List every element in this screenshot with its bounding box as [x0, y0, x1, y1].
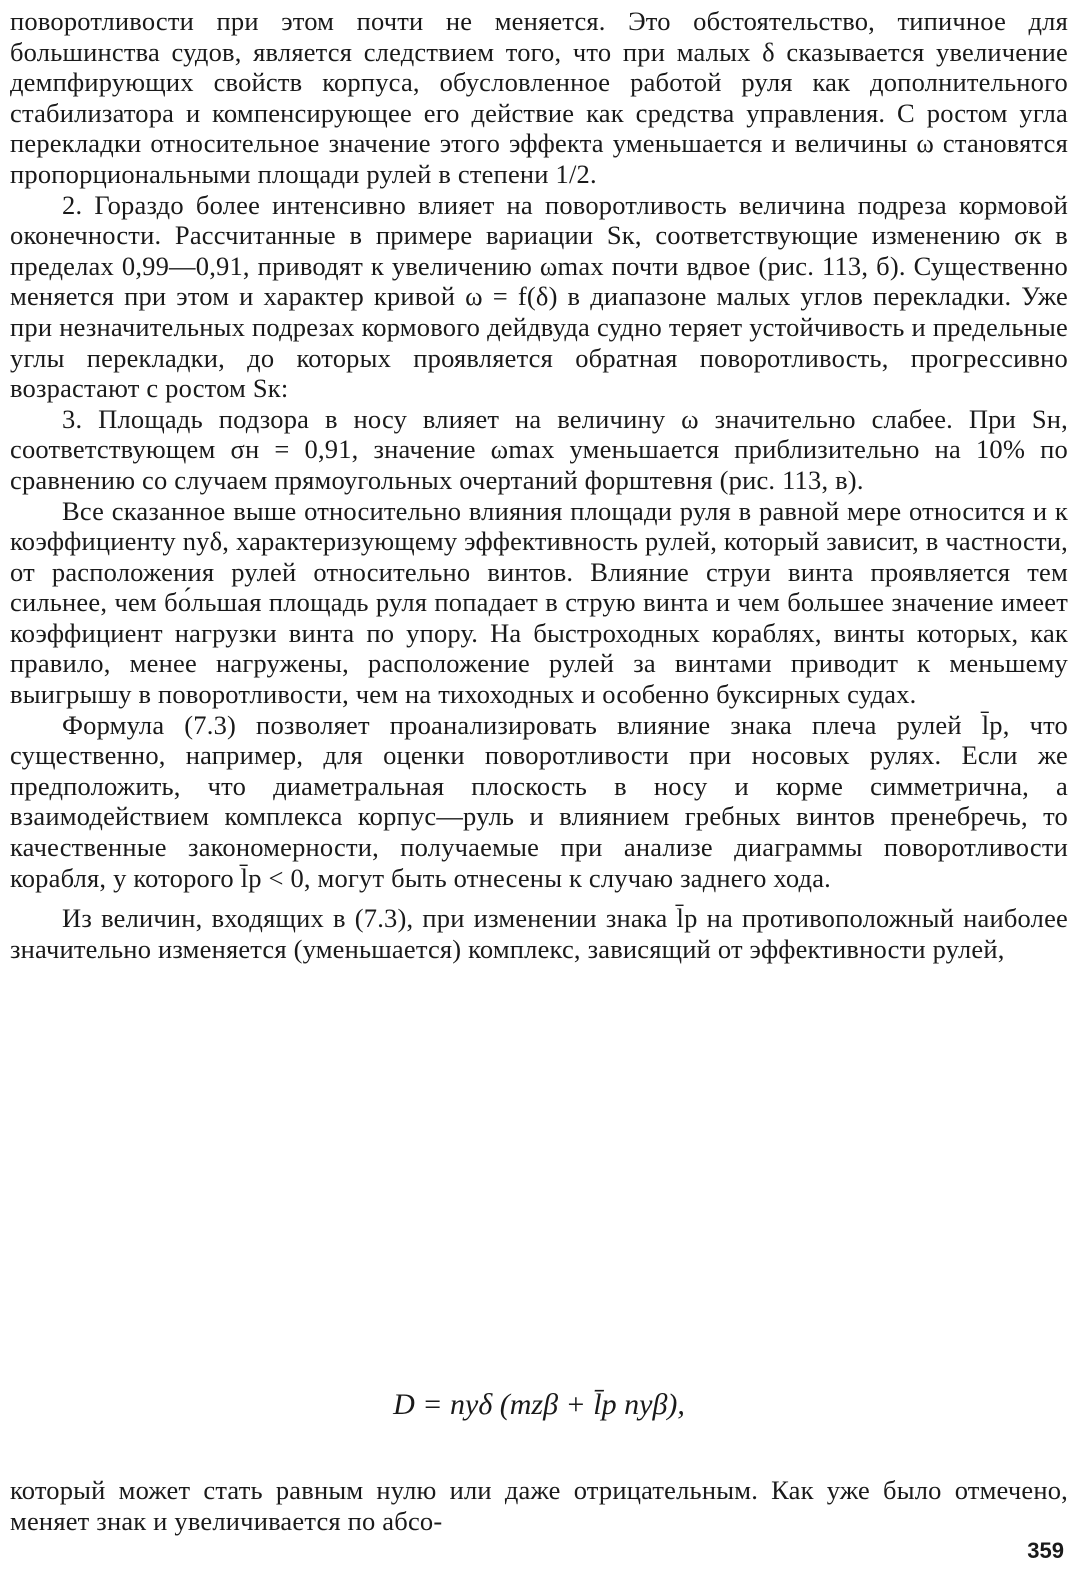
paragraph-4: Все сказанное выше относительно влияния площади руля в равной мере относится и к коэффициенту nyδ, характеризующему эффективность рулей, который зависит, в частности, от расположения рулей относительно винтов. Влияние струи винта проявляется тем сильнее, чем бо́льшая площадь руля попадает в струю винта и чем большее значение имеет коэффициент нагрузки винта по упору. На быстроходных кораблях, винты которых, как правило, менее нагружены, расположение рулей за винтами приводит к меньшему выигрышу в поворотливости, чем на тихоходных и особенно буксирных судах. — [10, 495, 1068, 710]
paragraph-2: 2. Гораздо более интенсивно влияет на поворотливость величина подреза кормовой оконечности. Рассчитанные в примере вариации Sк, соответствующие изменению σк в пределах 0,99—0,91, приводят к увеличению ωmax почти вдвое (рис. 113, б). Существенно меняется при этом и характер кривой ω = f(δ) в диапазоне малых углов перекладки. Уже при незначительных подрезах кормового дейдвуда судно теряет устойчивость и предельные углы перекладки, до которых проявляется обратная поворотливость, прогрессивно возрастают с ростом Sк: — [10, 189, 1068, 404]
paragraph-6: Из величин, входящих в (7.3), при изменении знака l̄р на противоположный наиболее значительно изменяется (уменьшается) комплекс, зависящий от эффективности рулей, — [10, 903, 1068, 964]
paragraph-3: 3. Площадь подзора в носу влияет на величину ω значительно слабее. При Sн, соответствующем σн = 0,91, значение ωmax уменьшается приблизительно на 10% по сравнению со случаем прямоугольных очертаний форштевня (рис. 113, в). — [10, 403, 1068, 495]
formula-d: D = nyδ (mzβ + l̄р nyβ), — [393, 1388, 685, 1421]
main-text — [10, 6, 1068, 964]
paragraph-7: который может стать равным нулю или даже отрицательным. Как уже было отмечено, меняет знак и увеличивается по абсо- — [10, 1475, 1068, 1536]
bottom-text — [10, 1475, 1068, 1536]
page-number: 359 — [1027, 1538, 1064, 1563]
paragraph-1: поворотливости при этом почти не меняется. Это обстоятельство, типичное для большинства судов, является следствием того, что при малых δ сказывается увеличение демпфирующих свойств корпуса, обусловленное работой руля как дополнительного стабилизатора и компенсирующее его действие как средства управления. С ростом угла перекладки относительное значение этого эффекта уменьшается и величины ω становятся пропорциональными площади рулей в степени 1/2. — [10, 6, 1068, 189]
paragraph-5: Формула (7.3) позволяет проанализировать влияние знака плеча рулей l̄р, что существенно, например, для оценки поворотливости при носовых рулях. Если же предположить, что диаметральная плоскость в носу и корме симметрична, а взаимодействием комплекса корпус—руль и влиянием гребных винтов пренебречь, то качественные закономерности, получаемые при анализе диаграммы поворотливости корабля, у которого l̄р < 0, могут быть отнесены к случаю заднего хода. — [10, 709, 1068, 893]
